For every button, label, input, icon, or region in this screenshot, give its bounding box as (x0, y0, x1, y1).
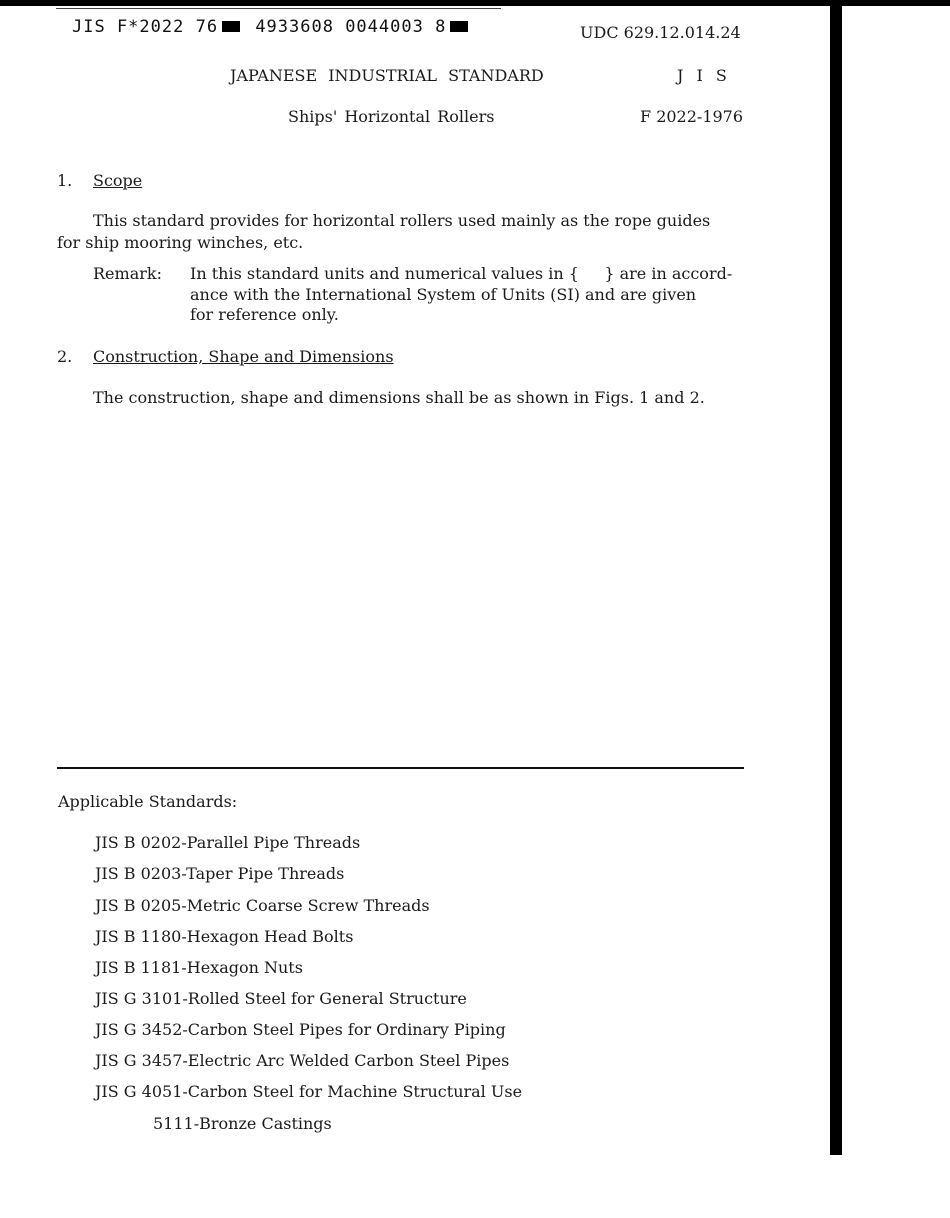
document-code-middle: 4933608 0044003 8 (255, 17, 447, 37)
applicable-standards-heading: Applicable Standards: (58, 792, 238, 811)
applicable-standard-item: JIS B 1180-Hexagon Head Bolts (95, 927, 354, 946)
section-2-paragraph: The construction, shape and dimensions shall be as shown in Figs. 1 and 2. (93, 388, 705, 407)
document-code-line (56, 8, 501, 41)
section-1-paragraph-line-2: for ship mooring winches, etc. (57, 233, 304, 252)
remark-line-1: In this standard units and numerical values in { } are in accord- (190, 264, 733, 283)
footnote-divider (57, 767, 744, 769)
applicable-standard-item: JIS G 3457-Electric Arc Welded Carbon Steel Pipes (95, 1051, 510, 1070)
applicable-standard-item: JIS G 4051-Carbon Steel for Machine Structural Use (95, 1082, 523, 1101)
applicable-standard-item: JIS B 0205-Metric Coarse Screw Threads (95, 896, 430, 915)
udc-number: UDC 629.12.014.24 (580, 23, 741, 42)
applicable-standard-item: JIS B 1181-Hexagon Nuts (95, 958, 303, 977)
remark-line-2: ance with the International System of Units (SI) and are given (190, 285, 697, 304)
standard-title: JAPANESE INDUSTRIAL STANDARD (230, 66, 544, 85)
applicable-standard-item: JIS G 3101-Rolled Steel for General Structure (95, 989, 467, 1008)
jis-mark: J I S (677, 66, 731, 85)
applicable-standard-item: JIS B 0202-Parallel Pipe Threads (95, 833, 361, 852)
document-title: Ships' Horizontal Rollers (288, 107, 495, 126)
scan-border-right (830, 0, 842, 1155)
document-code-left: JIS F*2022 76 (72, 17, 219, 37)
section-2-heading: Construction, Shape and Dimensions (93, 347, 394, 366)
section-1-number: 1. (57, 171, 73, 190)
remark-line-3: for reference only. (190, 305, 339, 324)
section-1-paragraph-line-1: This standard provides for horizontal rollers used mainly as the rope guides (93, 211, 711, 230)
remark-label: Remark: (93, 264, 162, 283)
applicable-standard-item: 5111-Bronze Castings (153, 1114, 332, 1133)
applicable-standard-item: JIS G 3452-Carbon Steel Pipes for Ordinary Piping (95, 1020, 506, 1039)
document-number: F 2022-1976 (640, 107, 744, 126)
section-2-number: 2. (57, 347, 73, 366)
section-1-heading: Scope (93, 171, 143, 190)
applicable-standard-item: JIS B 0203-Taper Pipe Threads (95, 864, 345, 883)
barcode-block-icon (222, 21, 240, 32)
scan-border-top (0, 0, 950, 6)
barcode-block-icon (450, 21, 468, 32)
